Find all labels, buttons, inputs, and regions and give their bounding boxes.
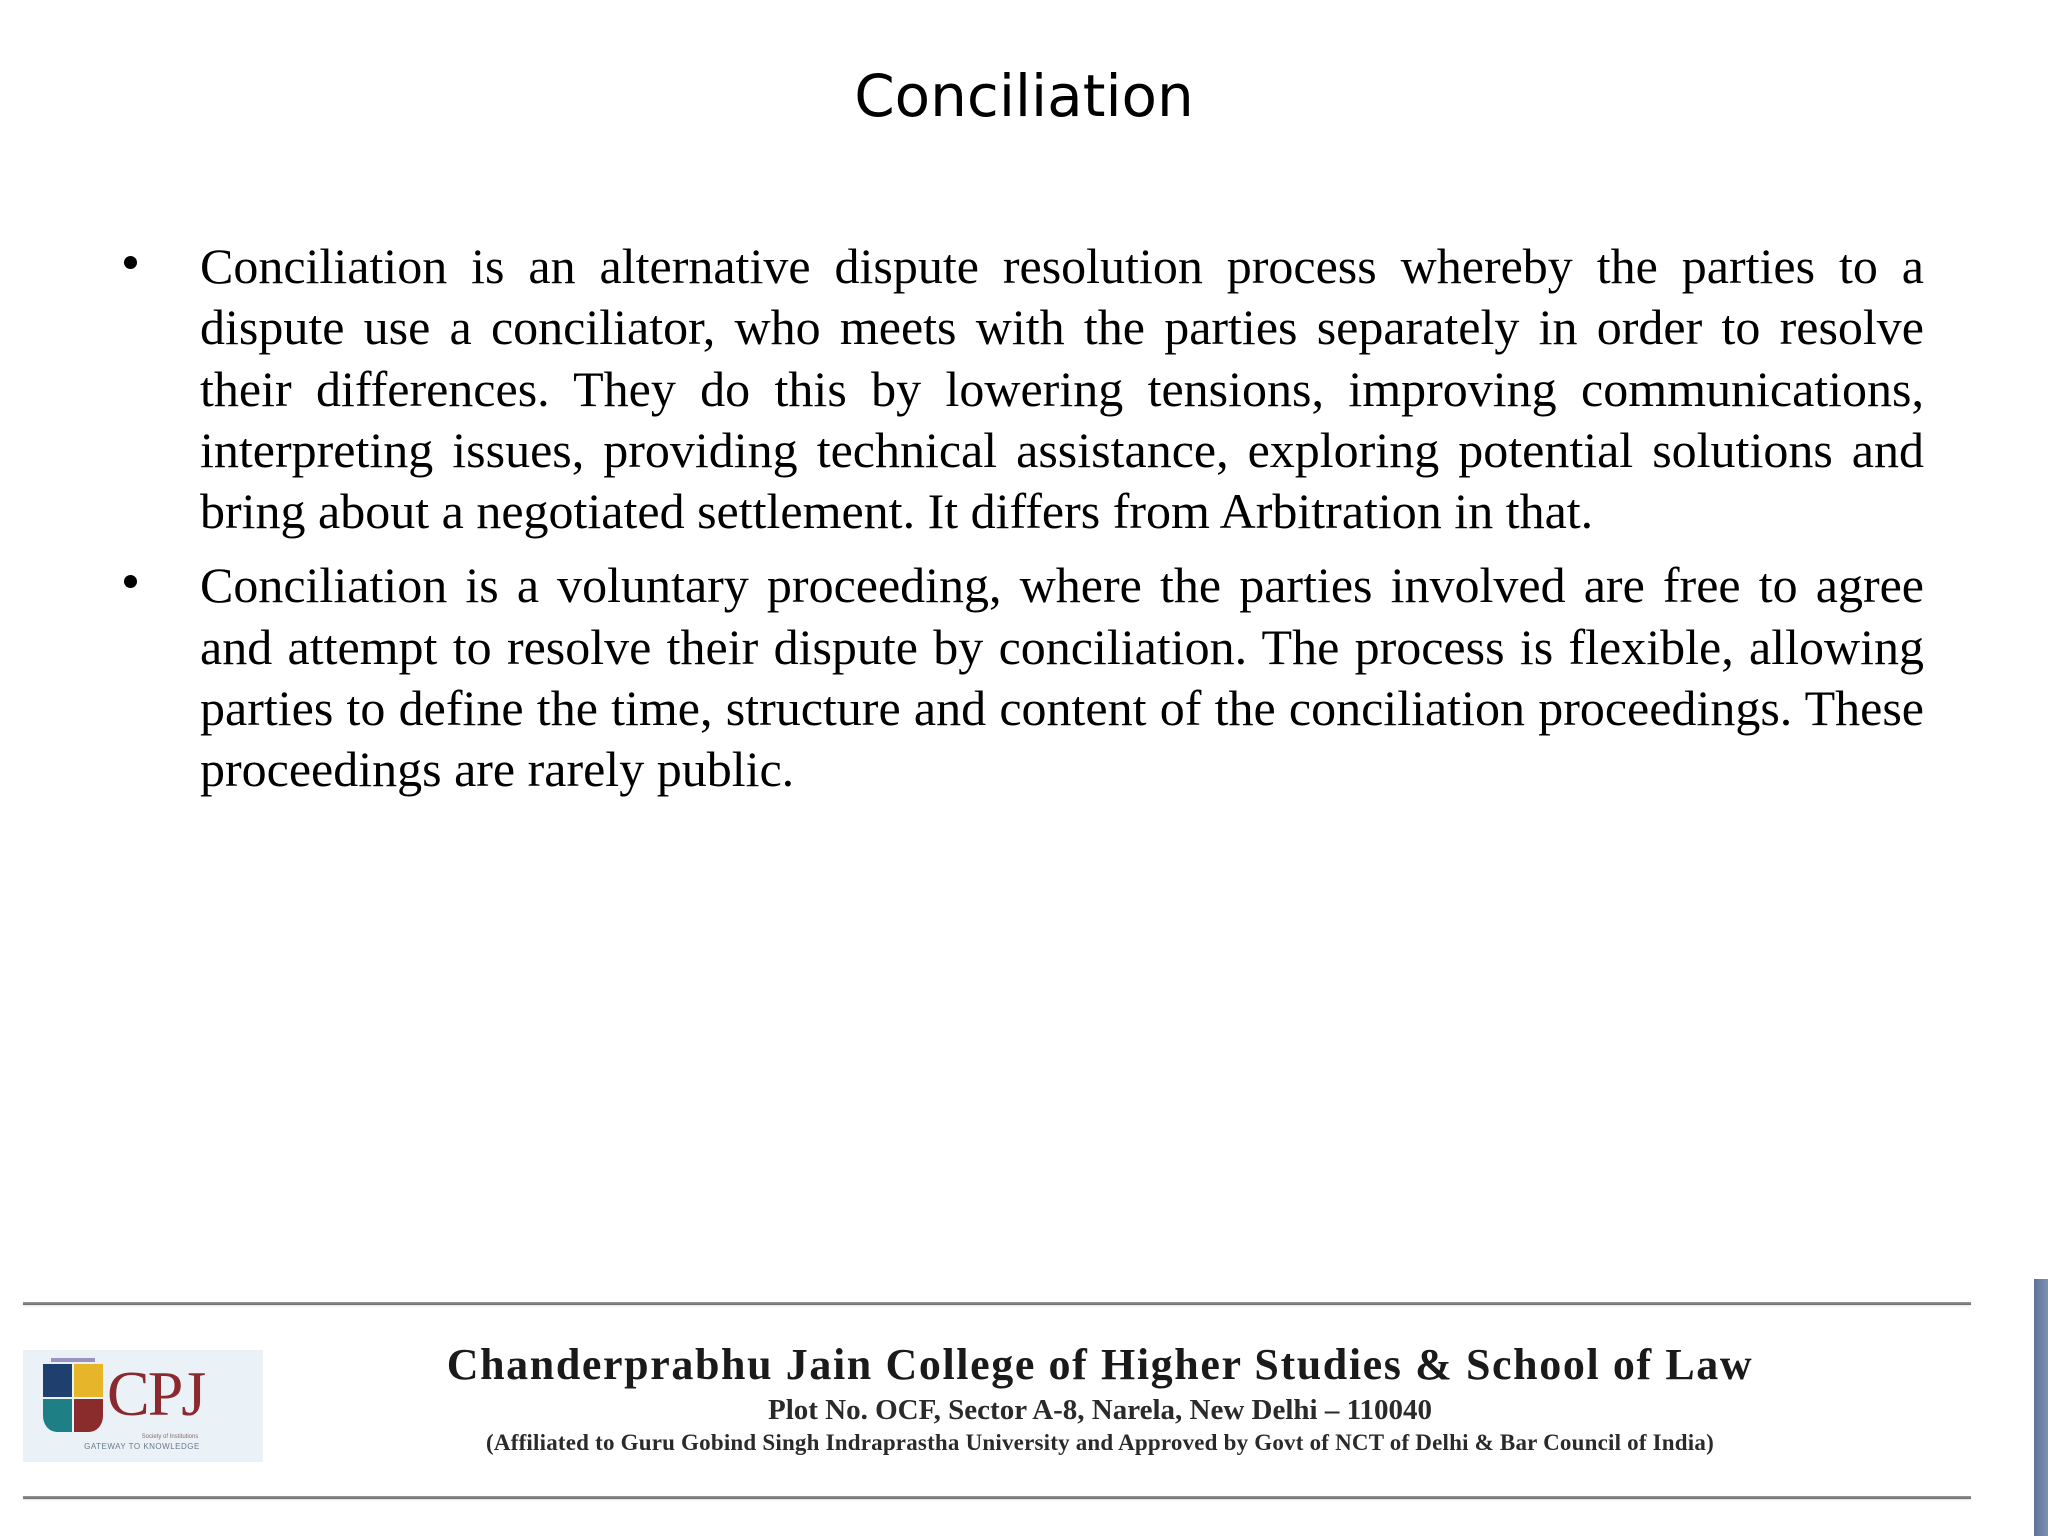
college-affiliation: (Affiliated to Guru Gobind Singh Indraprastha University and Approved by Govt of NCT of Delhi & Bar Council of India) [486,1430,1714,1455]
crest-quadrant-yellow [74,1364,103,1397]
footer-top-divider [23,1302,1971,1305]
logo-letters: CPJ [107,1358,205,1429]
slide-title: Conciliation [854,62,1194,130]
bullet-dot-icon [124,575,137,588]
bullet-item [120,236,1924,542]
footer-banner [0,1290,2048,1536]
college-address: Plot No. OCF, Sector A-8, Narela, New Delhi – 110040 [768,1394,1432,1426]
bullet-list [120,236,1924,801]
logo-subtitle: Society of Institutions [141,1434,199,1440]
shield-crest-icon [43,1364,103,1432]
right-edge-bar [2034,1279,2048,1536]
crest-quadrant-maroon [74,1399,103,1432]
crest-quadrant-teal [43,1399,72,1432]
bullet-text: Conciliation is an alternative dispute resolution process whereby the parties to a dispute use a conciliator, who meets with the parties separately in order to resolve their differences. They do this by lowering tensions, improving communications, interpreting issues, providing technical assistance, exploring potential solutions and bring about a negotiated settlement. It differs from Arbitration in that. [200,238,1924,540]
bullet-dot-icon [124,256,137,269]
college-logo [23,1350,263,1462]
college-name: Chanderprabhu Jain College of Higher Studies & School of Law [446,1340,1754,1389]
crest-quadrant-blue [43,1364,72,1397]
bullet-text: Conciliation is a voluntary proceeding, where the parties involved are free to agree and attempt to resolve their dispute by conciliation. The process is flexible, allowing parties to define the time, structure and content of the conciliation proceedings. These proceedings are rarely public. [200,557,1924,798]
footer-bottom-divider [23,1496,1971,1499]
crest-banner [51,1358,95,1362]
logo-tagline: GATEWAY TO KNOWLEDGE [84,1442,200,1451]
bullet-item [120,555,1924,800]
